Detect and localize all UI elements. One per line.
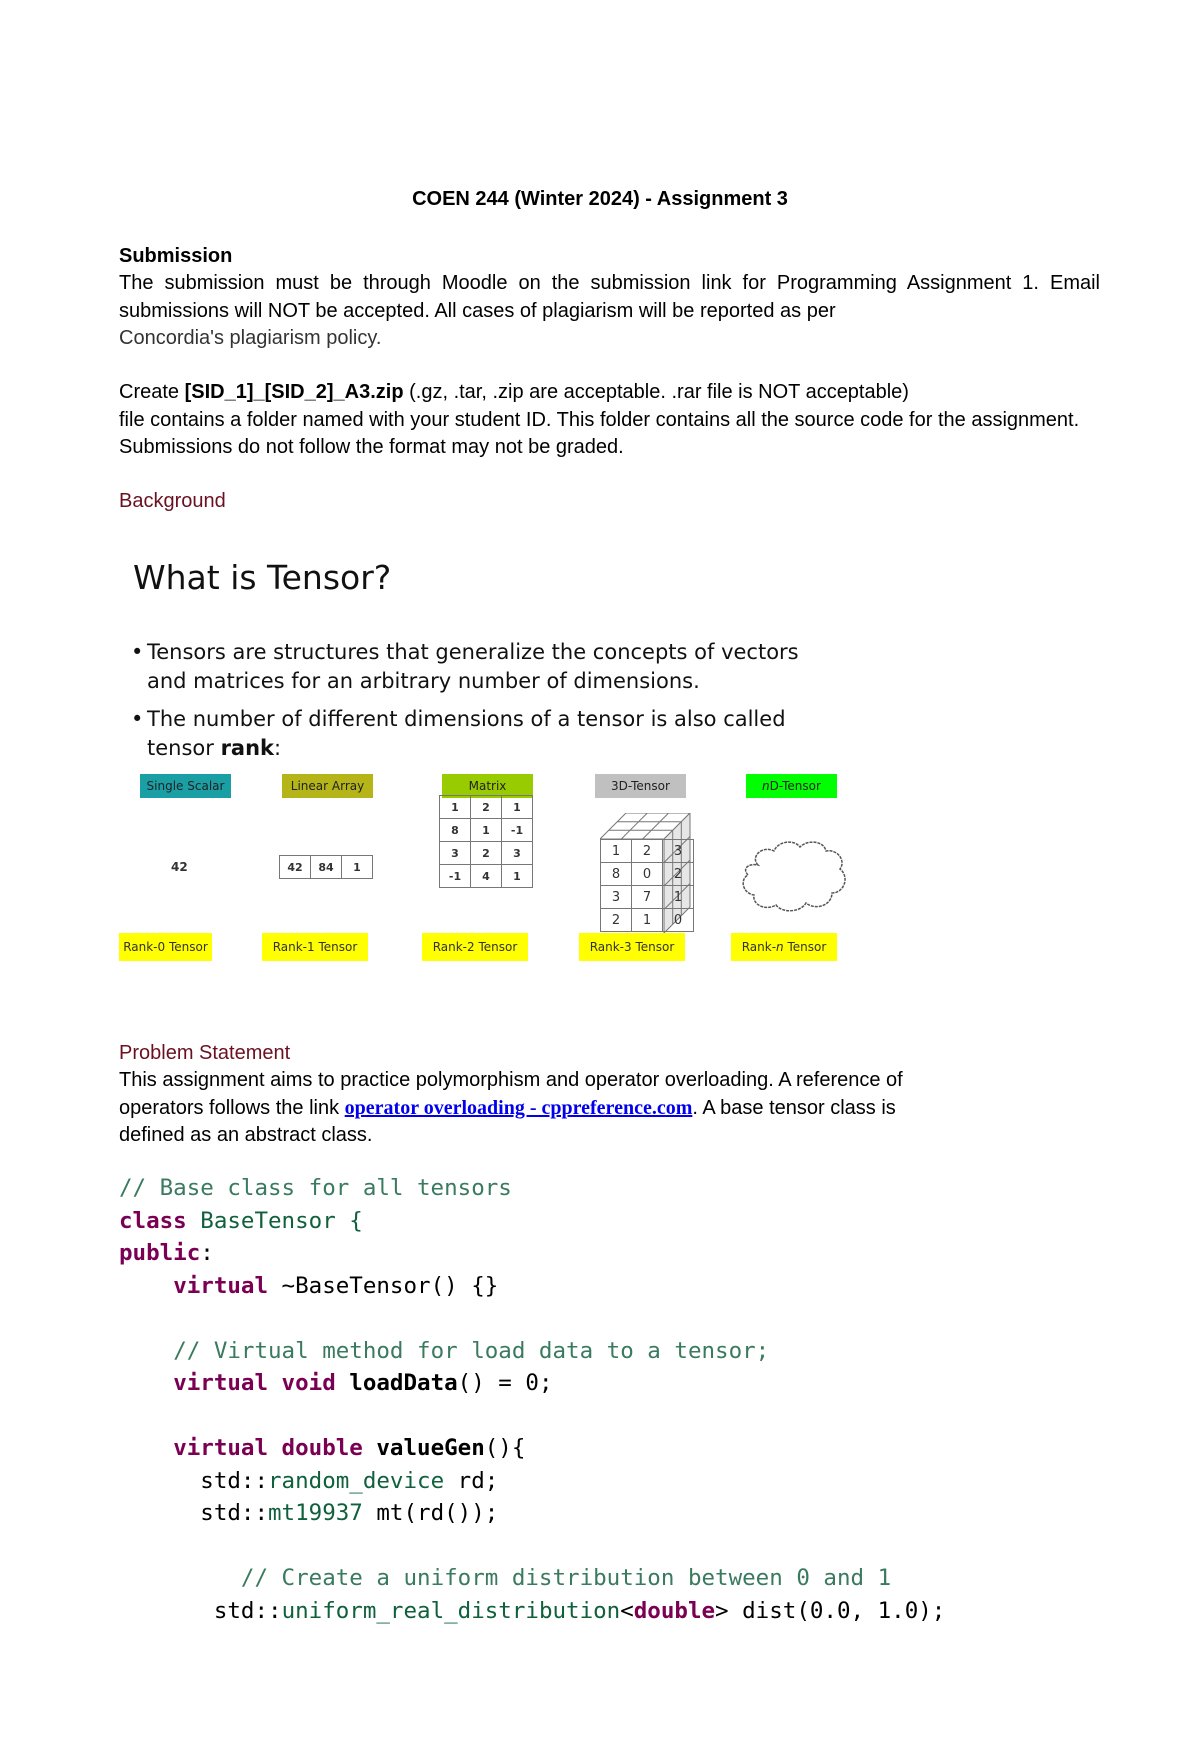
page-title: COEN 244 (Winter 2024) - Assignment 3 <box>412 188 788 210</box>
tensor3d-front-grid: 1 2 3 8 0 2 3 7 1 2 1 0 <box>600 839 694 932</box>
scalar-value: 42 <box>171 860 188 874</box>
bullet-text: Tensors are structures that generalize the concepts of vectors and matrices for an arbitrary number of dimensions. <box>147 640 799 693</box>
cube-3d-tensor <box>600 813 710 933</box>
problem-line: This assignment aims to practice polymorphism and operator overloading. A reference of <box>119 1069 903 1091</box>
code-block: // Base class for all tensors class BaseTensor { public: virtual ~BaseTensor() {} // Virtual method for load data to a tensor; virtual void loadData() = 0; virtual double valueGen(){ std::random_device rd; std::mt19937 mt(rd()); // Create a uniform distribution between 0 and 1 std::uniform_real_distribution<double> dist(0.0, 1.0); <box>119 1175 946 1624</box>
rank-n-tag: Rank-n Tensor <box>731 933 837 961</box>
background-heading: Background <box>119 490 226 512</box>
create-prefix: Create <box>119 381 185 403</box>
tag-3d-tensor: 3D-Tensor <box>595 774 686 798</box>
rank-1-tag: Rank-1 Tensor <box>262 933 368 961</box>
rank-2-tag: Rank-2 Tensor <box>422 933 528 961</box>
plagiarism-policy-text: Concordia's plagiarism policy. <box>119 327 382 349</box>
cppreference-link[interactable]: operator overloading - cppreference.com <box>344 1096 693 1119</box>
linear-array-grid: 42 84 1 <box>279 855 373 879</box>
rank-0-tag: Rank-0 Tensor <box>119 933 212 961</box>
archive-instructions: file contains a folder named with your student ID. This folder contains all the source code for the assignment. Submissions do not follow the format may not be graded. <box>119 408 1080 458</box>
archive-formats: (.gz, .tar, .zip are acceptable. .rar file is NOT acceptable) <box>403 381 909 403</box>
slide-bullet <box>131 705 891 763</box>
tag-nd-tensor: nD-Tensor <box>746 774 837 798</box>
cloud-icon <box>740 837 850 917</box>
problem-line: . A base tensor class is <box>692 1096 896 1119</box>
slide-title: What is Tensor? <box>133 558 392 597</box>
submission-paragraph <box>119 270 1100 353</box>
slide-bullets <box>131 638 891 772</box>
tag-single-scalar: Single Scalar <box>140 774 231 798</box>
slide-bullet <box>131 638 891 696</box>
matrix-grid: 1 2 1 8 1 -1 3 2 3 -1 4 1 <box>439 795 533 888</box>
create-archive-paragraph <box>119 379 1100 462</box>
bullet-icon: • <box>131 707 144 731</box>
problem-statement-heading: Problem Statement <box>119 1042 291 1064</box>
archive-filename: [SID_1]_[SID_2]_A3.zip <box>184 381 404 403</box>
problem-line: operators follows the link <box>119 1096 345 1119</box>
bullet-text: The number of different dimensions of a tensor is also called tensor rank: <box>147 707 786 760</box>
rank-3-tag: Rank-3 Tensor <box>579 933 685 961</box>
bullet-icon: • <box>131 640 144 664</box>
problem-statement-paragraph <box>119 1067 1100 1150</box>
problem-line: defined as an abstract class. <box>119 1124 373 1146</box>
tag-linear-array: Linear Array <box>282 774 373 798</box>
submission-text: The submission must be through Moodle on the submission link for Programming Assignment 1. Email submissions will NOT be accepted. All cases of plagiarism will be reported as per <box>119 272 1100 322</box>
tag-matrix: Matrix <box>442 774 533 798</box>
tensor-slide-figure <box>119 555 879 985</box>
submission-heading: Submission <box>119 245 233 267</box>
